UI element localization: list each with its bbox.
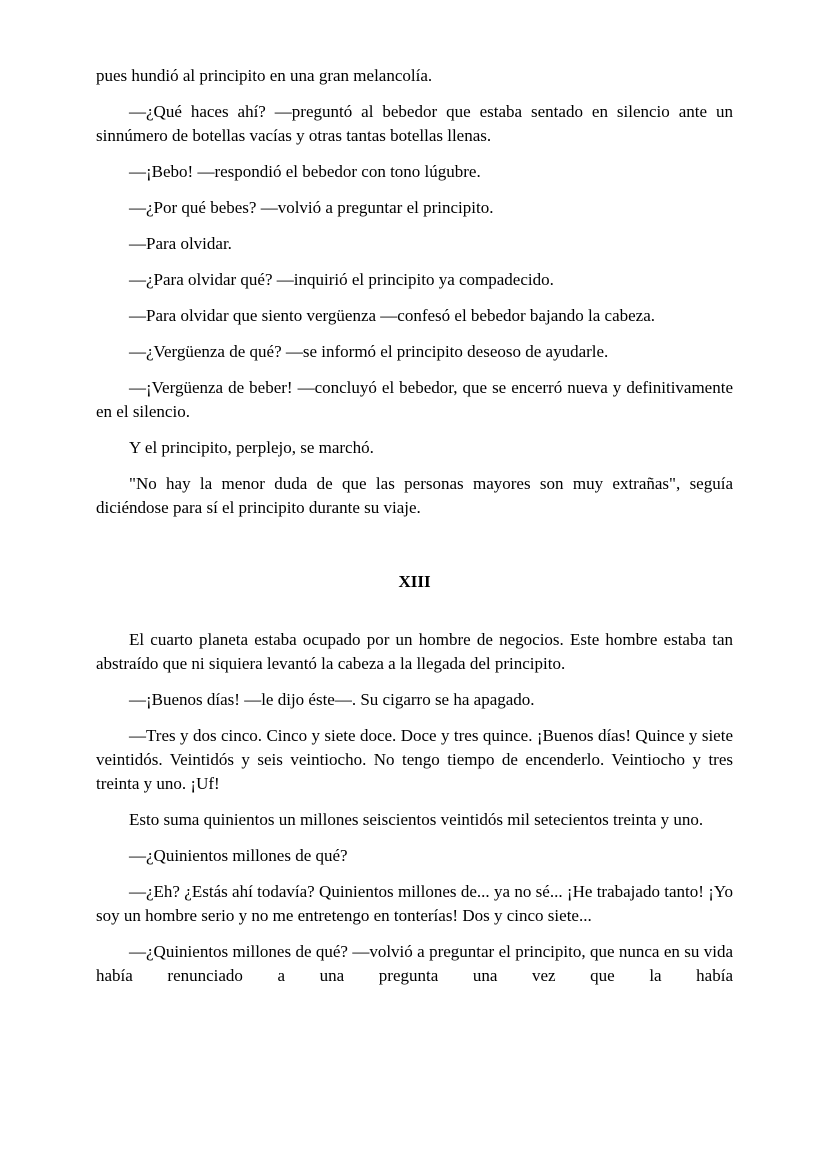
- paragraph: "No hay la menor duda de que las personas mayores son muy extrañas", seguía diciéndose para sí el principito durante su viaje.: [96, 474, 733, 517]
- paragraph: —¡Bebo! —respondió el bebedor con tono lúgubre.: [129, 162, 481, 181]
- paragraph: —¿Para olvidar qué? —inquirió el principito ya compadecido.: [129, 270, 554, 289]
- paragraph: —¿Qué haces ahí? —preguntó al bebedor que estaba sentado en silencio ante un sinnúmero de botellas vacías y otras tantas botellas llenas.: [96, 102, 733, 145]
- paragraph: pues hundió al principito en una gran melancolía.: [96, 66, 433, 85]
- chapter-heading: XIII: [398, 572, 431, 591]
- paragraph: —¿Vergüenza de qué? —se informó el principito deseoso de ayudarle.: [129, 342, 609, 361]
- paragraph: —¿Quinientos millones de qué? —volvió a preguntar el principito, que nunca en su vida había renunciado a una pregunta una vez que la había: [96, 942, 733, 985]
- paragraph: Esto suma quinientos un millones seiscientos veintidós mil setecientos treinta y uno.: [129, 810, 704, 829]
- paragraph: —¿Por qué bebes? —volvió a preguntar el principito.: [129, 198, 494, 217]
- paragraph: —¿Eh? ¿Estás ahí todavía? Quinientos millones de... ya no sé... ¡He trabajado tanto! ¡Yo soy un hombre serio y no me entretengo en tonterías! Dos y cinco siete...: [96, 882, 733, 925]
- paragraph: —Para olvidar.: [129, 234, 232, 253]
- paragraph: —¿Quinientos millones de qué?: [129, 846, 348, 865]
- paragraph: —Para olvidar que siento vergüenza —confesó el bebedor bajando la cabeza.: [129, 306, 655, 325]
- paragraph: —¡Vergüenza de beber! —concluyó el bebedor, que se encerró nueva y definitivamente en el silencio.: [96, 378, 733, 421]
- paragraph: —Tres y dos cinco. Cinco y siete doce. Doce y tres quince. ¡Buenos días! Quince y siete veintidós. Veintidós y seis veintiocho. No tengo tiempo de encenderlo. Veintiocho y tres treinta y uno. ¡Uf!: [96, 726, 733, 793]
- paragraph: El cuarto planeta estaba ocupado por un hombre de negocios. Este hombre estaba tan abstraído que ni siquiera levantó la cabeza a la llegada del principito.: [96, 630, 733, 673]
- paragraph: Y el principito, perplejo, se marchó.: [129, 438, 374, 457]
- paragraph: —¡Buenos días! —le dijo éste—. Su cigarro se ha apagado.: [129, 690, 535, 709]
